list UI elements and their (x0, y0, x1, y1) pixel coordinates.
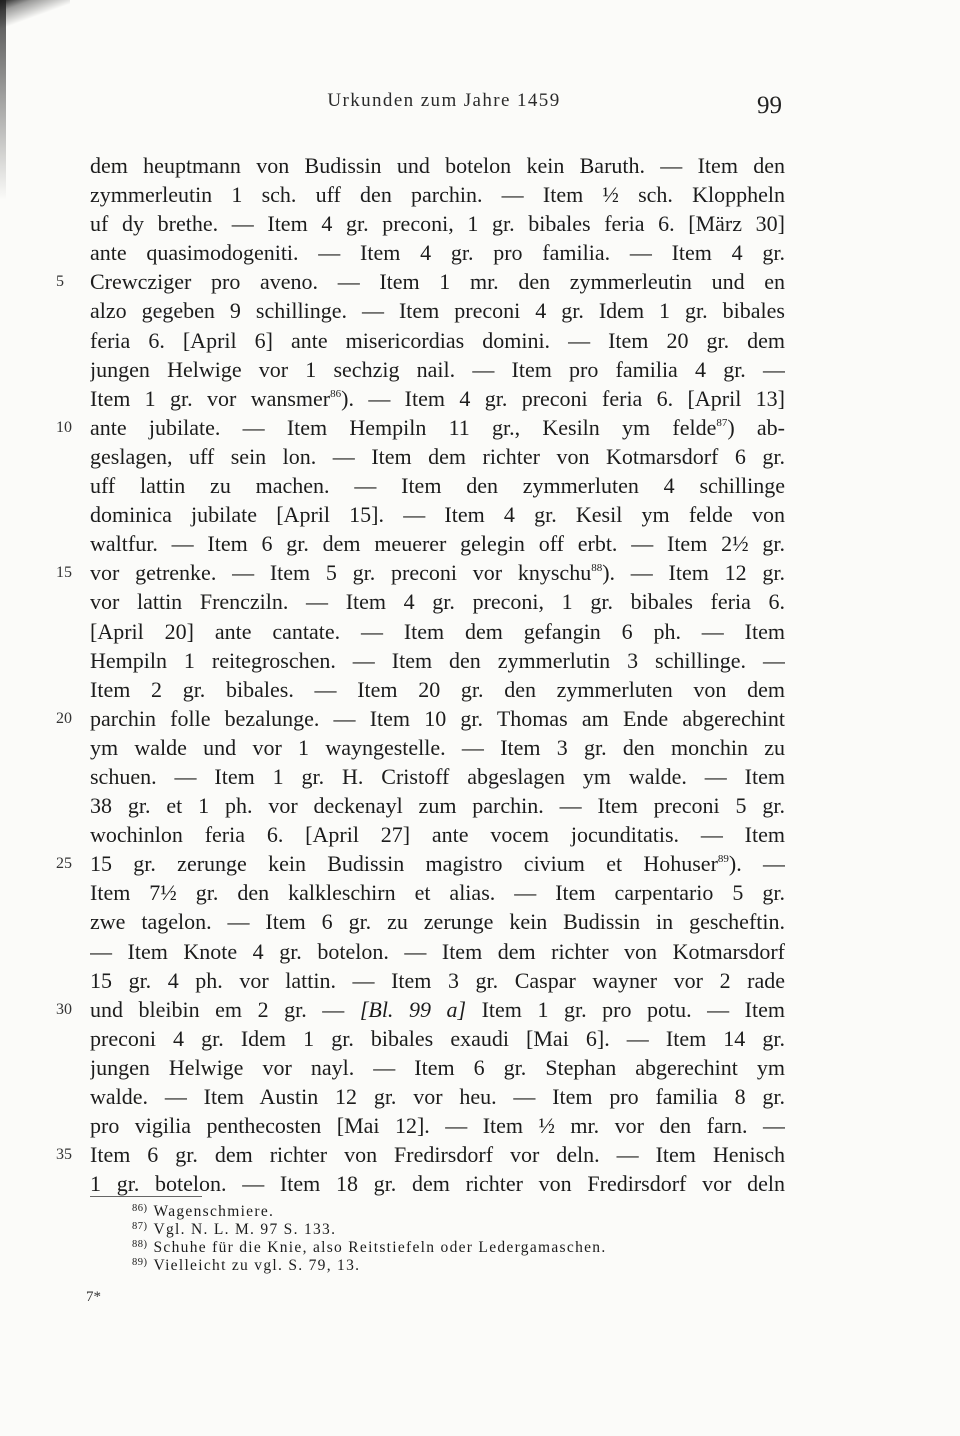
running-title: Urkunden zum Jahre 1459 (327, 90, 561, 111)
text-line: Item 7½ gr. den kalkleschirn et alias. — Item carpentario 5 gr. (90, 880, 785, 906)
text-line: 15 gr. 4 ph. vor lattin. — Item 3 gr. Caspar wayner vor 2 rade (90, 967, 785, 993)
text-line: Item 6 gr. dem richter von Fredirsdorf vor deln. — Item Henisch (90, 1142, 785, 1168)
footnote-text: Vgl. N. L. M. 97 S. 133. (153, 1221, 337, 1238)
footnote (132, 1239, 772, 1257)
text-line: uff lattin zu machen. — Item den zymmerluten 4 schillinge (90, 473, 785, 499)
text-segment: vor getrenke. — Item 5 gr. preconi vor knyschu (90, 560, 592, 586)
text-line: walde. — Item Austin 12 gr. vor heu. — Item pro familia 8 gr. (90, 1084, 785, 1109)
text-line: preconi 4 gr. Idem 1 gr. bibales exaudi [Mai 6]. — Item 14 gr. (90, 1025, 785, 1051)
page-number: 99 (757, 92, 782, 119)
footnote-text: Schuhe für die Knie, also Reitstiefeln oder Ledergamaschen. (153, 1239, 607, 1256)
text-line: wochinlon feria 6. [April 27] ante vocem jocunditatis. — Item (90, 822, 785, 848)
text-line: 38 gr. et 1 ph. vor deckenayl zum parchin. — Item preconi 5 gr. (90, 793, 785, 819)
text-line (90, 413, 785, 442)
text-line: parchin folle bezalunge. — Item 10 gr. Thomas am Ende abgerechint (90, 705, 785, 731)
text-line: jungen Helwige vor nayl. — Item 6 gr. Stephan abgerechint ym (90, 1054, 785, 1080)
text-line (90, 558, 785, 587)
text-line (90, 995, 785, 1024)
line-number: 20 (56, 709, 72, 727)
footnote-divider (90, 1196, 202, 1197)
text-line: pro vigilia penthecosten [Mai 12]. — Item ½ mr. vor den farn. — (90, 1113, 785, 1139)
footnote-ref: 87 (716, 416, 728, 429)
text-line (90, 849, 785, 878)
text-line: feria 6. [April 6] ante misericordias domini. — Item 20 gr. dem (90, 327, 785, 353)
folio-marker: [Bl. 99 a] (359, 996, 467, 1022)
text-line: zymmerleutin 1 sch. uff den parchin. — Item ½ sch. Kloppheln (90, 182, 785, 208)
text-segment: und bleibin em 2 gr. — (90, 996, 360, 1022)
footnote-text: Wagenschmiere. (153, 1203, 275, 1220)
footnote-mark: 88) (132, 1239, 148, 1250)
text-line: geslagen, uff sein lon. — Item dem richter von Kotmarsdorf 6 gr. (90, 443, 785, 469)
text-segment: Item 1 gr. pro potu. — Item (466, 996, 785, 1022)
signature-mark: 7* (86, 1289, 101, 1305)
footnote-ref: 88 (591, 562, 603, 575)
text-line: 1 gr. botelon. — Item 18 gr. dem richter von Fredirsdorf vor deln (90, 1171, 785, 1197)
text-line: dem heuptmann von Budissin und botelon kein Baruth. — Item den (90, 153, 785, 178)
text-line: ym walde und vor 1 wayngestelle. — Item 3 gr. den monchin zu (90, 734, 785, 760)
text-segment: ante jubilate. — Item Hempiln 11 gr., Kesiln ym felde (90, 414, 717, 440)
line-number: 30 (56, 1000, 72, 1018)
text-line: jungen Helwige vor 1 sechzig nail. — Item pro familia 4 gr. — (90, 356, 785, 382)
line-number: 15 (56, 564, 72, 582)
text-line: dominica jubilate [April 15]. — Item 4 gr. Kesil ym felde von (90, 502, 785, 528)
line-number: 25 (56, 855, 72, 873)
line-number-margin (56, 151, 84, 1201)
line-number: 35 (56, 1146, 72, 1164)
text-line: Crewcziger pro aveno. — Item 1 mr. den zymmerleutin und en (90, 269, 785, 295)
footnote-ref: 86 (330, 387, 342, 400)
footnote-text: Vielleicht zu vgl. S. 79, 13. (153, 1257, 361, 1274)
text-line: zwe tagelon. — Item 6 gr. zu zerunge kein Budissin in gescheftin. (90, 909, 785, 935)
text-line: [April 20] ante cantate. — Item dem gefangin 6 ph. — Item (90, 618, 785, 644)
text-segment: ). — Item 4 gr. preconi feria 6. [April 13] (341, 385, 785, 411)
body-text (90, 151, 785, 1198)
footnote-ref: 89 (717, 853, 729, 866)
text-segment: ). — (728, 851, 785, 877)
text-line: schuen. — Item 1 gr. H. Cristoff abgeslagen ym walde. — Item (90, 763, 785, 789)
text-line: uf dy brethe. — Item 4 gr. preconi, 1 gr. bibales feria 6. [März 30] (90, 211, 785, 237)
footnote-mark: 87) (132, 1221, 148, 1232)
text-line: alzo gegeben 9 schillinge. — Item preconi 4 gr. Idem 1 gr. bibales (90, 298, 785, 324)
footnotes (132, 1203, 772, 1275)
text-line (90, 384, 785, 413)
line-number: 10 (56, 418, 72, 436)
footnote-mark: 86) (132, 1203, 148, 1214)
text-line: vor lattin Frencziln. — Item 4 gr. preconi, 1 gr. bibales feria 6. (90, 589, 785, 615)
text-line: waltfur. — Item 6 gr. dem meuerer gelegin off erbt. — Item 2½ gr. (90, 531, 785, 557)
footnote (132, 1203, 772, 1221)
text-segment: ). — Item 12 gr. (602, 560, 785, 586)
text-segment: 15 gr. zerunge kein Budissin magistro civium et Hohuser (90, 851, 718, 877)
footnote (132, 1221, 772, 1239)
text-line: — Item Knote 4 gr. botelon. — Item dem richter von Kotmarsdorf (90, 938, 785, 964)
text-line: Hempiln 1 reitegroschen. — Item den zymmerlutin 3 schillinge. — (90, 647, 785, 673)
text-line: ante quasimodogeniti. — Item 4 gr. pro familia. — Item 4 gr. (90, 240, 785, 266)
line-number: 5 (56, 273, 64, 291)
text-line: Item 2 gr. bibales. — Item 20 gr. den zymmerluten von dem (90, 676, 785, 702)
footnote-mark: 89) (132, 1257, 148, 1268)
text-segment: Item 1 gr. vor wansmer (90, 385, 331, 411)
text-segment: ) ab- (727, 414, 785, 440)
scan-shadow-corner (0, 0, 70, 40)
footnote (132, 1257, 772, 1275)
